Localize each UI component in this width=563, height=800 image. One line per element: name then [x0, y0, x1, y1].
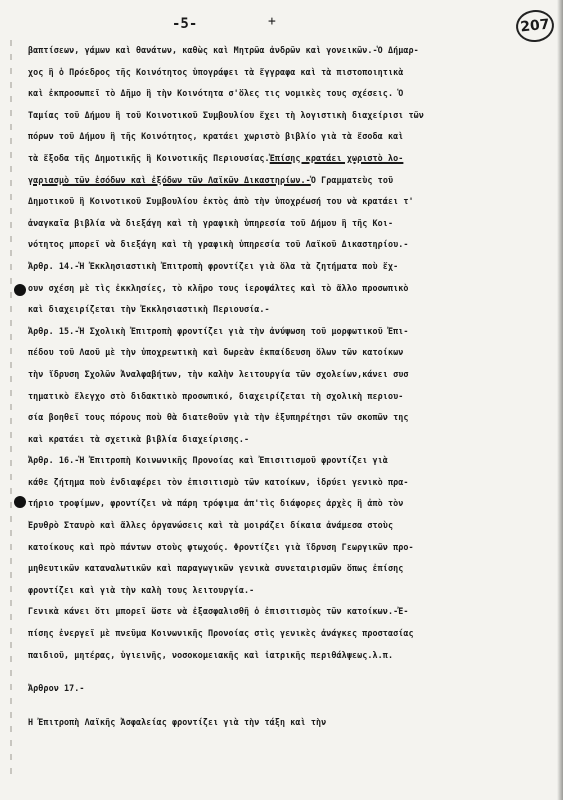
page-number: -5-	[172, 16, 198, 32]
article-17-heading-line: Ἀρθρον 17.-	[28, 683, 85, 694]
text-line: Ταμίας τοῦ Δήμου ἢ τοῦ Κοινοτικοῦ Συμβουλίου ἔχει τὴ λογιστικὴ διαχείρισι τῶν	[28, 109, 424, 120]
paragraph-gap	[28, 700, 540, 712]
punch-hole-icon	[14, 496, 26, 508]
text-line: Ἐρυθρὸ Σταυρὸ καὶ ἄλλες ὀργανώσεις καὶ τὰ μοιράζει δίκαια ἀνάμεσα στοὺς	[28, 520, 394, 531]
text-line: βαπτίσεων, γάμων καὶ θανάτων, καθὼς καὶ Μητρῶα ἀνδρῶν καὶ γονεικῶν.-Ὁ Δήμαρ-	[28, 45, 419, 55]
binding-mark	[10, 40, 12, 780]
text-line: Γενικὰ κάνει ὅτι μπορεῖ ὥστε νὰ ἐξασφαλισθῆ ὁ ἐπισιτισμὸς τῶν κατοίκων.-Ἐ-	[28, 606, 409, 617]
text-line: φροντίζει καὶ γιὰ τὴν καλὴ τους λειτουργία.-	[28, 584, 255, 595]
text-line: νότητος μπορεῖ νὰ διεξάγη καὶ τὴ γραφικὴ ὑπηρεσία τοῦ Λαϊκοῦ Δικαστηρίου.-	[28, 239, 409, 250]
text-line: μηθευτικῶν καταναλωτικῶν καὶ παραγωγικῶν γενικὰ συνεταιρισμῶν ὅπως ἐπίσης	[28, 563, 404, 574]
text-line: πίσης ἐνεργεῖ μὲ πνεῦμα Κοινωνικῆς Προνοίας στὶς γενικὲς ἀνάγκες προστασίας	[28, 628, 414, 639]
text-segment: τὰ ἔξοδα τῆς Δημοτικῆς ἢ Κοινοτικῆς Περιουσίας.	[28, 152, 270, 163]
text-line: κάθε ζήτημα ποὺ ἐνδιαφέρει τὸν ἐπισιτισμὸ τῶν κατοίκων, ἱδρύει γενικὸ πρα-	[28, 476, 409, 487]
text-line: ουν σχέση μὲ τὶς ἐκκλησίες, τὸ κλῆρο τους ἰεροψάλτες καὶ τὸ ἄλλο προσωπικὸ	[28, 282, 409, 293]
text-line: ἀναγκαῖα βιβλία νὰ διεξάγη καὶ τὴ γραφικὴ ὑπηρεσία τοῦ Δήμου ἢ τῆς Κοι-	[28, 217, 394, 228]
text-line: Ἡ Ἐπιτροπὴ Λαϊκῆς Ἀσφαλείας φροντίζει γιὰ τὴν τάξη καὶ τὴν	[28, 716, 327, 727]
text-line: καὶ διαχειρίζεται τὴν Ἐκκλησιαστικὴ Περιουσία.-	[28, 304, 270, 315]
page-header	[0, 10, 563, 40]
text-line: πέδου τοῦ Λαοῦ μὲ τὴν ὑποχρεωτικὴ καὶ δωρεὰν ἐκπαίδευση ὅλων τῶν κατοίκων	[28, 347, 404, 358]
text-line: χος ἢ ὁ Πρόεδρος τῆς Κοινότητος ὑπογράφει τὰ ἔγγραφα καὶ τὰ πιστοποιητικὰ	[28, 66, 404, 77]
article-14-heading-line: Ἀρθρ. 14.-Ἡ Ἐκκλησιαστικὴ Ἐπιτροπὴ φροντίζει γιὰ ὅλα τὰ ζητήματα ποὺ ἔχ-	[28, 260, 399, 271]
text-line: πόρων τοῦ Δήμου ἢ τῆς Κοινότητος, κρατάει χωριστὸ βιβλίο γιὰ τὰ ἔσοδα καὶ	[28, 131, 404, 142]
page-edge-shadow	[557, 0, 563, 800]
text-line: κατοίκους καὶ πρὸ πάντων στοὺς φτωχούς. Φροντίζει γιὰ ἴδρυση Γεωργικῶν προ-	[28, 541, 414, 552]
text-line: καὶ κρατάει τὰ σχετικὰ βιβλία διαχείρισης.-	[28, 433, 250, 444]
article-16-heading-line: Ἀρθρ. 16.-Ἡ Ἐπιτροπὴ Κοινωνικῆς Προνοίας καὶ Ἐπισιτισμοῦ φροντίζει γιὰ	[28, 455, 388, 466]
paragraph-gap	[28, 666, 540, 678]
underlined-text-segment: Ἐπίσης κρατάει χωριστὸ λο-	[269, 152, 404, 163]
punch-hole-icon	[14, 284, 26, 296]
text-line	[28, 170, 540, 192]
text-line: τηματικὸ ἔλεγχο στὸ διδακτικὸ προσωπικό, διαχειρίζεται τὴ σχολικὴ περιου-	[28, 390, 404, 401]
text-line: Δημοτικοῦ ἢ Κοινοτικοῦ Συμβουλίου ἐκτὸς ἀπὸ τὴν ὑποχρέωσή του νὰ κρατάει τ'	[28, 196, 414, 207]
underlined-text-segment: γαριασμὸ τῶν ἐσόδων καὶ ἐξόδων τῶν Λαϊκῶν Δικαστηρίων.-	[28, 174, 311, 185]
text-segment: Ὁ Γραμματεὺς τοῦ	[310, 174, 394, 185]
text-line: τήριο τροφίμων, φροντίζει νὰ πάρη τρόφιμα ἀπ'τὶς διάφορες ἀρχὲς ἢ ἀπὸ τὸν	[28, 498, 404, 509]
text-line	[28, 148, 540, 170]
document-body	[28, 40, 540, 733]
text-line: τὴν ἴδρυση Σχολῶν Ἀναλφαβήτων, τὴν καλὴν λειτουργία τῶν σχολείων,κάνει συσ	[28, 368, 409, 379]
folio-number-circled: 207	[514, 8, 555, 44]
text-line: καὶ ἐκπροσωπεῖ τὸ Δῆμο ἢ τὴν Κοινότητα σ'ὅλες τις νομικὲς τους σχέσεις. Ὁ	[28, 88, 404, 99]
header-tick-mark: +	[268, 14, 276, 29]
text-line: παιδιοῦ, μητέρας, ὑγιεινῆς, νοσοκομειακῆς καὶ ἰατρικῆς περιθάλψεως.λ.π.	[28, 649, 394, 660]
article-15-heading-line: Ἀρθρ. 15.-Ἡ Σχολικὴ Ἐπιτροπὴ φροντίζει γιὰ τὴν ἀνύψωση τοῦ μορφωτικοῦ Ἐπι-	[28, 325, 409, 336]
text-line: σία βοηθεῖ τους πόρους ποὺ θὰ διατεθοῦν γιὰ τὴν ἐξυπηρέτησι τῶν σκοπῶν της	[28, 412, 409, 423]
